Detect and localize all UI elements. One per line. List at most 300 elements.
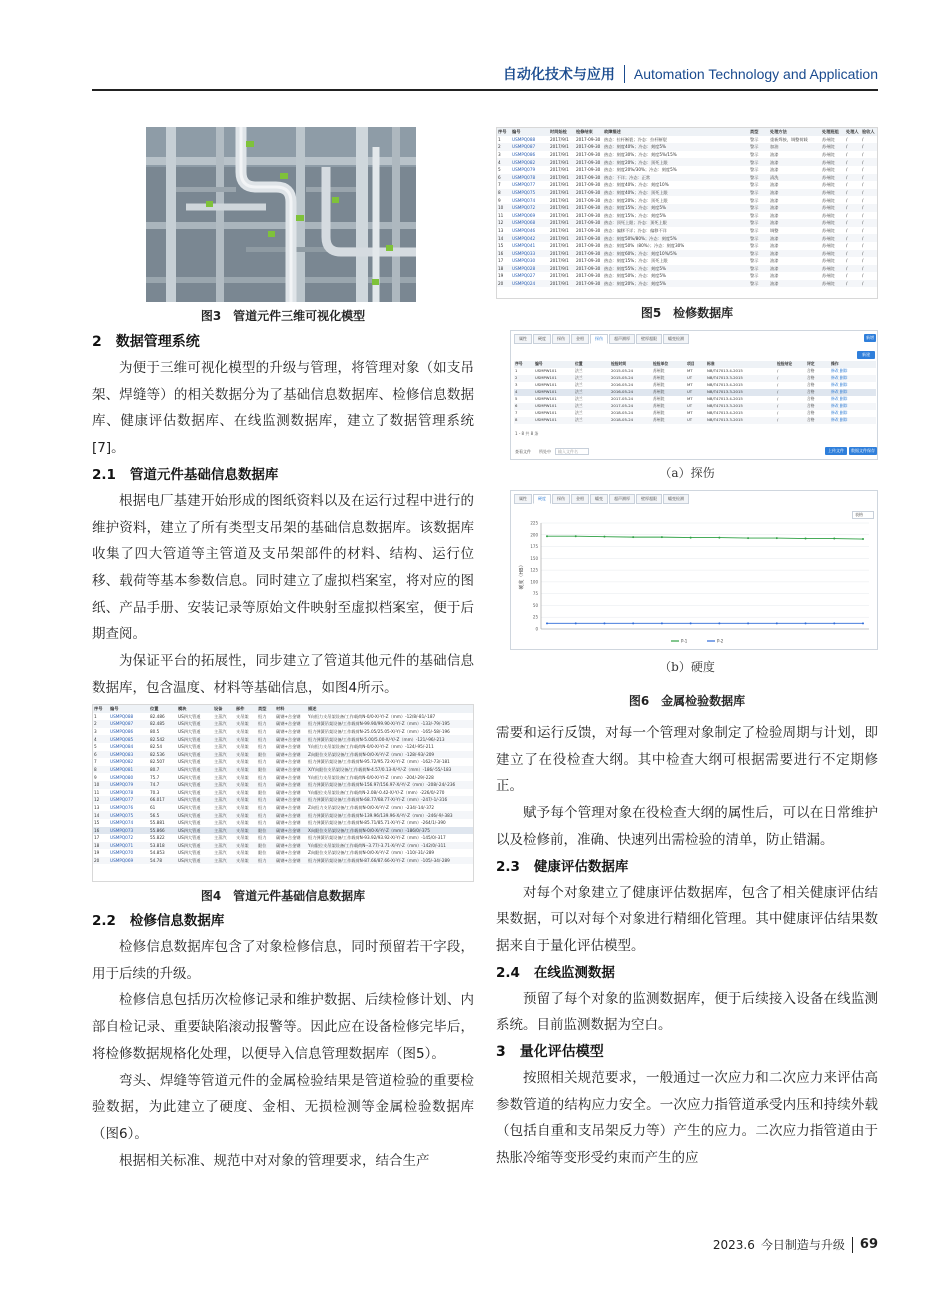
table-cell: 热态：拉杆断裂；冷态：拉杆断裂 — [604, 136, 667, 142]
table-row[interactable] — [497, 136, 877, 144]
table-cell: 12 — [93, 796, 109, 804]
table-header-cell: 位置 — [574, 361, 610, 368]
table-cell: 苏州院 — [653, 396, 665, 402]
y-axis-label: 硬度（HB） — [519, 562, 525, 590]
table-row[interactable] — [497, 174, 877, 182]
table-cell: 热态：刻度50%；冷态：刻度5% — [604, 273, 667, 279]
table-cell[interactable]: 修改 删除 — [830, 389, 876, 396]
table-cell: 4 — [514, 389, 534, 396]
table-row[interactable] — [514, 375, 876, 382]
table-cell: 警示 — [750, 243, 759, 249]
table-cell[interactable]: 修改 删除 — [831, 396, 848, 402]
table-cell: 油漆 — [769, 219, 821, 227]
table-header-cell: 序号 — [93, 705, 109, 713]
fig6b-view-select[interactable]: 表格 — [852, 511, 874, 519]
section-2-2-title: 检修信息数据库 — [129, 913, 225, 929]
y-tick-label: 75 — [532, 591, 538, 597]
table-cell: 2017/9/1 — [550, 151, 569, 157]
table-cell: 6 — [93, 751, 109, 759]
table-cell: 恒力 — [258, 804, 267, 810]
table-cell: 苏州院 — [652, 375, 686, 382]
fig6a-top-add-button[interactable]: 新增 — [866, 335, 874, 340]
table-row[interactable] — [93, 857, 473, 865]
table-cell[interactable]: 修改 删除 — [830, 375, 876, 382]
table-row[interactable] — [497, 189, 877, 197]
tab[interactable]: 壁厚超限 — [636, 334, 662, 344]
table-cell: 苏州院 — [653, 382, 665, 388]
table-cell: 支吊架 — [235, 735, 257, 743]
table-cell: 支吊架 — [235, 857, 257, 865]
table-row[interactable] — [93, 735, 473, 743]
table-cell: 15 — [94, 820, 100, 826]
table-cell: USMPW101 — [535, 410, 557, 416]
fig6a-app-window — [510, 330, 878, 460]
table-cell: 支吊架 — [235, 766, 257, 774]
table-row[interactable] — [497, 204, 877, 212]
table-cell: 5 — [515, 396, 518, 402]
table-cell: / — [861, 280, 877, 288]
table-cell: 2017/9/1 — [550, 167, 569, 173]
table-cell: 2017-09-30 — [576, 136, 601, 142]
table-row[interactable] — [93, 758, 473, 766]
table-cell: / — [862, 136, 864, 142]
table-row[interactable] — [497, 181, 877, 189]
table-row[interactable] — [93, 811, 473, 819]
table-cell: 油漆 — [770, 151, 779, 157]
table-cell: Z向限位支吊架设备/工作载荷N-0/0-X/-Y/-Z（mm）-128/-93/-209 — [307, 751, 473, 759]
table-cell: 油漆 — [769, 265, 821, 273]
y-tick-label: 200 — [530, 532, 538, 538]
table-cell: USMPQ042 — [511, 234, 549, 242]
table-header-cell: 验收人 — [861, 128, 877, 136]
data-point — [661, 536, 663, 538]
tab[interactable]: 属性 — [514, 334, 532, 344]
y-tick-label: 50 — [532, 602, 538, 608]
table-cell: USMPQ033 — [511, 250, 549, 258]
section-2-2-number: 2.2 — [92, 913, 116, 929]
table-cell: 支吊架 — [235, 842, 257, 850]
tab[interactable]: 金相 — [571, 334, 589, 344]
table-cell: 恒力 — [257, 781, 275, 789]
y-tick-label: 100 — [530, 579, 538, 585]
table-cell: 2016-05-24 — [610, 389, 652, 396]
table-row[interactable] — [93, 720, 473, 728]
table-cell: 油漆 — [769, 158, 821, 166]
table-cell: US四大管道 — [177, 811, 213, 819]
table-cell: 恒力 — [258, 744, 267, 750]
table-cell: 2017/9/1 — [549, 234, 575, 242]
table-cell: 2017/9/1 — [549, 219, 575, 227]
table-cell: 主蒸汽 — [214, 759, 227, 765]
table-cell: US四大管道 — [178, 744, 201, 750]
table-cell: 碳钢+合金钢 — [276, 759, 301, 765]
table-cell: Y向恒力支吊架设备/工作载荷N-0/0-X/-Y/-Z（mm）-204/-29/-228 — [308, 774, 434, 780]
table-cell: 恒力 — [257, 796, 275, 804]
table-cell: 热态：刻度50%/80%；冷态：刻度5% — [603, 234, 749, 242]
table-cell: / — [862, 258, 864, 264]
table-cell: 9 — [498, 197, 501, 203]
table-cell: USMPQ085 — [109, 735, 149, 743]
table-cell: US四大管道 — [178, 789, 201, 795]
table-cell: 碳钢+合金钢 — [276, 850, 301, 856]
table-row[interactable] — [497, 242, 877, 250]
table-cell[interactable]: 修改 删除 — [831, 410, 848, 416]
table-row[interactable] — [514, 410, 876, 417]
table-cell: 支吊架 — [235, 781, 257, 789]
table-cell: 警示 — [750, 136, 759, 142]
table-cell: 支吊架 — [235, 720, 257, 728]
table-cell: / — [845, 250, 861, 258]
table-cell: 碳钢+合金钢 — [275, 781, 307, 789]
table-row[interactable] — [93, 789, 473, 797]
table-cell: 支吊架 — [235, 796, 257, 804]
table-cell: / — [861, 158, 877, 166]
table-cell: 油漆 — [769, 234, 821, 242]
table-cell: 2017-09-30 — [575, 280, 603, 288]
table-cell: 17 — [498, 258, 504, 264]
table-cell: 法兰 — [575, 410, 583, 416]
table-row[interactable] — [497, 227, 877, 235]
tab[interactable]: 属性 — [514, 494, 532, 504]
table-row[interactable] — [497, 280, 877, 288]
table-cell: 19 — [94, 850, 100, 856]
table-cell: Z向限位支吊架设备/工作载荷N-0/0-X/-Y/-Z（mm）-110/-31/-289 — [308, 850, 435, 856]
table-row[interactable] — [497, 212, 877, 220]
table-cell: US四大管道 — [178, 774, 201, 780]
table-cell: / — [846, 212, 848, 218]
table-cell: / — [861, 174, 877, 182]
table-cell: 恒力 — [258, 820, 267, 826]
table-cell: 热态：刻度15%；冷态：顶死上限 — [604, 258, 668, 264]
table-cell: 油漆 — [769, 250, 821, 258]
table-row[interactable] — [497, 257, 877, 265]
table-cell: 2017-09-30 — [575, 219, 603, 227]
tab[interactable]: 超声测厚 — [609, 334, 635, 344]
fig6a-tab-bar — [514, 334, 690, 344]
table-row[interactable] — [93, 796, 473, 804]
table-cell: / — [777, 382, 779, 388]
table-row[interactable] — [514, 417, 876, 424]
table-cell: 热态：偏移不详；冷态：偏移不详 — [604, 227, 667, 233]
fig4-title: 管道元件基础信息数据库 — [233, 889, 366, 903]
table-cell: / — [845, 204, 861, 212]
table-row[interactable] — [497, 234, 877, 242]
table-row[interactable] — [497, 166, 877, 174]
data-point — [862, 622, 864, 624]
table-cell: NB/T47013.4-2015 — [707, 396, 743, 402]
data-point — [632, 536, 634, 538]
table-row[interactable] — [93, 827, 473, 835]
table-cell: 恒力弹簧吊架设备/工作载荷N-25.05/25.05-X/-Y/-Z（mm）-165/-58/-196 — [308, 728, 450, 734]
table-row[interactable] — [93, 728, 473, 736]
table-cell: 2017-09-30 — [576, 273, 601, 279]
section-2-3-number: 2.3 — [496, 858, 520, 875]
data-point — [833, 622, 835, 624]
tab[interactable]: 硬度 — [533, 494, 551, 504]
fig6-caption — [496, 692, 878, 709]
table-cell: 主蒸汽 — [213, 751, 235, 759]
table-cell[interactable]: 修改 删除 — [830, 403, 876, 410]
fig3-render — [146, 127, 416, 302]
table-cell: 2017/9/1 — [550, 273, 569, 279]
table-header-cell: 操作 — [830, 361, 876, 368]
table-row[interactable] — [497, 143, 877, 151]
y-tick-label: 25 — [532, 614, 538, 620]
section-2-title: 数据管理系统 — [115, 334, 200, 350]
table-row[interactable] — [497, 265, 877, 273]
table-cell: 2018-05-24 — [611, 410, 634, 416]
table-cell: USMPQ084 — [110, 744, 134, 750]
table-cell: 油漆 — [770, 212, 779, 218]
table-cell: / — [861, 219, 877, 227]
table-cell: 苏州院 — [821, 189, 845, 197]
section-3-paragraph: 按照相关规范要求，一般通过一次应力和二次应力来评估高参数管道的结构应力安全。一次应力指管道承受内压和持续外载（包括自重和支吊架反力等）产生的应力。二次应力指管道由于热胀冷缩等变形受约束而产生的应 — [496, 1070, 878, 1167]
table-cell: USMPQ024 — [511, 280, 549, 288]
table-cell: / — [861, 189, 877, 197]
table-row[interactable] — [514, 368, 876, 375]
table-row[interactable] — [514, 389, 876, 396]
table-cell: NB/T47013.3-2015 — [706, 417, 776, 424]
fig6a-save-button[interactable]: 数据文件保存 — [851, 448, 875, 453]
table-cell: USMPW101 — [534, 375, 574, 382]
table-row[interactable] — [93, 849, 473, 857]
table-cell: 油漆 — [770, 167, 779, 173]
table-header-cell: 项目 — [686, 361, 706, 368]
table-cell: / — [861, 234, 877, 242]
table-cell: X/Y向限位支吊架设备/工作载荷N-4.57/0.13-X/-Y/-Z（mm）-186/-55/-183 — [307, 766, 473, 774]
table-cell: 碳钢+合金钢 — [276, 744, 301, 750]
table-cell: Y向限位支吊架设备/工作载荷N--3.77/-3.71-X/-Y/-Z（mm）-142/0/-311 — [307, 842, 473, 850]
table-cell: 油漆 — [769, 280, 821, 288]
table-row[interactable] — [93, 842, 473, 850]
table-header-cell: 编号 — [511, 128, 549, 136]
table-cell: USMPQ041 — [512, 243, 536, 249]
section-3-title: 量化评估模型 — [519, 1044, 604, 1061]
table-cell: 2017-09-30 — [576, 151, 601, 157]
table-cell: 2017/9/1 — [549, 265, 575, 273]
table-cell: 主蒸汽 — [214, 774, 227, 780]
tab[interactable]: 超声测厚 — [609, 494, 635, 504]
section-2-2-heading — [92, 908, 474, 934]
table-cell: 恒力 — [257, 811, 275, 819]
table-cell: 警示 — [750, 273, 759, 279]
table-header-cell: 类型 — [257, 705, 275, 713]
table-cell: 2017-09-30 — [575, 158, 603, 166]
table-row[interactable] — [497, 158, 877, 166]
table-cell: 4 — [93, 735, 109, 743]
table-cell: 警示 — [750, 227, 759, 233]
table-cell: 恒力 — [257, 720, 275, 728]
table-row[interactable] — [497, 250, 877, 258]
table-row[interactable] — [497, 272, 877, 280]
table-cell: 油漆 — [769, 189, 821, 197]
table-cell: 碳钢+合金钢 — [275, 857, 307, 865]
table-cell: US四大管道 — [177, 735, 213, 743]
table-cell: 6 — [497, 174, 511, 182]
table-cell: 碳钢+合金钢 — [275, 842, 307, 850]
fig3-title: 管道元件三维可视化模型 — [233, 309, 366, 323]
table-cell: 支吊架 — [235, 827, 257, 835]
table-row[interactable] — [93, 819, 473, 827]
fig6a-new-button[interactable]: 新建 — [857, 351, 875, 359]
fig3-number: 图3 — [200, 309, 222, 323]
table-cell: / — [846, 151, 848, 157]
table-row[interactable] — [514, 382, 876, 389]
table-cell: 支吊架 — [236, 789, 249, 795]
table-cell: 2017/9/1 — [549, 174, 575, 182]
table-cell: 警示 — [749, 189, 769, 197]
table-cell: 恒力弹簧吊架设备/工作载荷N-156.97/156.97-X/-Y/-Z（mm）-208/-24/-236 — [307, 781, 473, 789]
table-cell: 支吊架 — [236, 744, 249, 750]
fig6b-app-window — [510, 490, 878, 650]
table-cell: / — [776, 389, 806, 396]
table-cell: 恒力弹簧吊架设备/工作载荷N-68.77/68.77-X/-Y/-Z（mm）-247/-1/-316 — [307, 796, 473, 804]
table-cell: 12 — [497, 219, 511, 227]
fig5-table — [497, 128, 877, 287]
table-cell: USMPQ069 — [109, 857, 149, 865]
table-cell: 2017-09-30 — [576, 197, 601, 203]
table-cell: 2017/9/1 — [549, 250, 575, 258]
table-header-cell: 序号 — [514, 361, 534, 368]
table-cell: / — [861, 204, 877, 212]
right-paragraph-2: 赋予每个管理对象在役检查大纲的属性后，可以在日常维护以及检修前，准确、快速列出需检验的清单，防止错漏。 — [496, 805, 878, 848]
section-2-4-heading — [496, 960, 878, 986]
table-cell: 2017/9/1 — [549, 189, 575, 197]
table-cell: US四大管道 — [178, 835, 201, 841]
table-cell: 主蒸汽 — [213, 827, 235, 835]
table-cell: 限位 — [257, 766, 275, 774]
tab[interactable]: 探伤 — [552, 334, 570, 344]
table-cell: 支吊架 — [235, 811, 257, 819]
table-cell: / — [846, 273, 848, 279]
fig6-title: 金属检验数据库 — [661, 694, 746, 708]
fig6a-filter-input[interactable]: 输入文件名 — [555, 448, 589, 455]
table-cell: / — [777, 396, 779, 402]
table-cell: 热态：刻度20%；冷态：刻度5% — [603, 280, 749, 288]
table-cell: USMPW101 — [534, 417, 574, 424]
table-cell: 7 — [515, 410, 518, 416]
fig5-table-body — [497, 136, 877, 288]
table-cell: US四大管道 — [177, 766, 213, 774]
table-cell: / — [776, 403, 806, 410]
table-row[interactable] — [93, 713, 473, 721]
section-2-number: 2 — [92, 334, 102, 350]
table-cell: / — [845, 174, 861, 182]
table-cell: USMPQ088 — [110, 713, 134, 719]
table-cell: USMPQ086 — [110, 728, 134, 734]
table-cell: 2017-09-30 — [575, 189, 603, 197]
right-column-text — [496, 720, 878, 1172]
table-cell: 碳钢+合金钢 — [276, 789, 301, 795]
fig6a-filter-row — [515, 448, 589, 455]
table-row[interactable] — [497, 196, 877, 204]
table-row[interactable] — [497, 151, 877, 159]
table-cell: 主蒸汽 — [213, 796, 235, 804]
table-cell[interactable]: 修改 删除 — [830, 417, 876, 424]
table-cell: 2015-05-24 — [610, 375, 652, 382]
table-cell: UT — [686, 403, 706, 410]
table-cell: 支吊架 — [236, 713, 249, 719]
table-cell: 热态：刻度20%/30%；冷态：刻度5% — [604, 167, 677, 173]
fig6a-table-body — [514, 368, 876, 424]
table-header-cell: 时间始检 — [549, 128, 575, 136]
table-cell: / — [777, 410, 779, 416]
tab[interactable]: 蠕变检测 — [663, 494, 689, 504]
table-row[interactable] — [514, 403, 876, 410]
table-row[interactable] — [93, 781, 473, 789]
table-cell: 油漆 — [770, 197, 779, 203]
tab[interactable]: 壁厚超限 — [636, 494, 662, 504]
section-2-4-number: 2.4 — [496, 964, 520, 981]
table-cell: 2017/9/1 — [550, 136, 569, 142]
table-cell: 主蒸汽 — [214, 820, 227, 826]
table-cell: 主蒸汽 — [213, 857, 235, 865]
fig6a-upload-button[interactable]: 上传文件 — [825, 447, 847, 455]
table-cell: 支吊架 — [236, 774, 249, 780]
table-cell: 恒力弹簧吊架设备/工作载荷N-99.90/99.90-X/-Y/-Z（mm）-133/-79/-195 — [307, 720, 473, 728]
table-row[interactable] — [497, 219, 877, 227]
table-row[interactable] — [93, 751, 473, 759]
table-cell: 合格 — [806, 389, 830, 396]
fig5-table-figure — [496, 127, 878, 299]
table-cell: 支吊架 — [236, 850, 249, 856]
table-cell: 警示 — [749, 219, 769, 227]
table-header-cell: 检验时间 — [610, 361, 652, 368]
table-cell: 10 — [93, 781, 109, 789]
table-row[interactable] — [93, 804, 473, 812]
table-cell: MT — [687, 396, 693, 402]
tab[interactable]: 探伤 — [552, 494, 570, 504]
table-cell[interactable]: 修改 删除 — [831, 382, 848, 388]
table-row[interactable] — [93, 773, 473, 781]
table-cell: 4 — [497, 158, 511, 166]
table-cell: 2017/9/1 — [550, 227, 569, 233]
table-header-cell: 处理班组 — [821, 128, 845, 136]
table-cell: US四大管道 — [178, 804, 201, 810]
table-cell: / — [861, 265, 877, 273]
left-column-top — [92, 329, 474, 701]
table-row[interactable] — [93, 743, 473, 751]
tab[interactable]: 蠕变 — [590, 494, 608, 504]
left-column-bottom — [92, 908, 474, 1174]
y-tick-label: 175 — [530, 544, 538, 550]
table-cell: 苏州院 — [653, 410, 665, 416]
table-cell: USMPQ028 — [511, 265, 549, 273]
table-row[interactable] — [93, 766, 473, 774]
tab[interactable]: 硬度 — [533, 334, 551, 344]
tab[interactable]: 金相 — [571, 494, 589, 504]
tab[interactable]: 蠕变检测 — [663, 334, 689, 344]
table-cell: 82.536 — [149, 751, 177, 759]
table-cell: 苏州院 — [822, 182, 835, 188]
tab[interactable]: 探伤 — [590, 334, 608, 344]
table-row[interactable] — [93, 834, 473, 842]
y-tick-label: 150 — [530, 555, 538, 561]
table-cell: 恒力 — [258, 835, 267, 841]
table-cell: 2016-05-24 — [611, 382, 634, 388]
table-cell: US四大管道 — [177, 827, 213, 835]
table-cell: 主蒸汽 — [213, 735, 235, 743]
table-cell: 2017-09-30 — [575, 265, 603, 273]
table-row[interactable] — [514, 396, 876, 403]
table-cell: 热态：刻度55%；冷态：刻度5% — [603, 265, 749, 273]
section-2-1-number: 2.1 — [92, 466, 116, 483]
table-cell: 法兰 — [575, 396, 583, 402]
table-cell[interactable]: 修改 删除 — [831, 368, 848, 374]
legend-label: P-2 — [717, 638, 724, 644]
table-cell: 合格 — [807, 368, 815, 374]
table-cell: 2017/9/1 — [549, 204, 575, 212]
